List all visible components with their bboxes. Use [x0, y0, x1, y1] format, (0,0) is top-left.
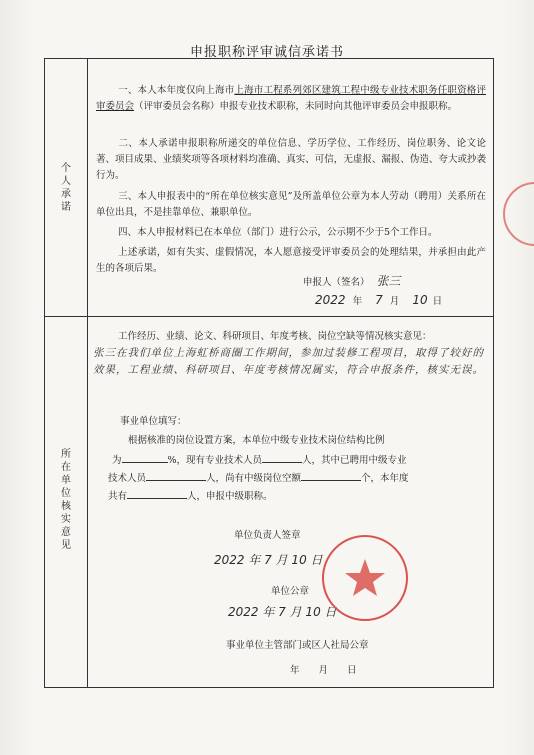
seal-star-icon [324, 537, 406, 619]
signer-label: 申报人（签名） [303, 277, 370, 288]
unit-seal-date: 2022 年 7 月 10 日 [228, 605, 337, 619]
fill-line-3: 技术人员 人，尚有中级岗位空额 个，本年度 [108, 469, 488, 487]
fill-line-2: 为 %，现有专业技术人员 人，其中已聘用中级专业 [112, 451, 492, 469]
label-column [44, 58, 88, 688]
pledge-item-4: 四、本人申报材料已在本单位（部门）进行公示，公示期不少于5个工作日。 [118, 227, 438, 238]
company-seal-stamp [322, 535, 408, 621]
signer-row [303, 272, 401, 289]
pledge-item-2: 二、本人承诺申报职称所递交的单位信息、学历学位、工作经历、岗位职务、论文论著、项目成果、业绩奖项等各项材料均准确、真实、可信，无虚报、漏报、伪造、夸大或抄袭行为。 [96, 138, 486, 181]
vacancy-blank[interactable] [301, 469, 361, 481]
staff-count-blank[interactable] [262, 451, 302, 463]
pledge-item-1: 一、本人本年度仅向上海市上海市工程系列郊区建筑工程中级专业技术职务任职资格评审委员会（评审委员会名称）申报专业技术职称，未同时向其他评审委员会申报职称。 [96, 85, 486, 112]
page-title: 申报职称评审诚信承诺书 [189, 45, 344, 60]
head-sign-label: 单位负责人签章 [234, 530, 301, 541]
applicant-count-blank[interactable] [127, 487, 187, 499]
dept-seal-date: 年 月 日 [290, 665, 357, 676]
verify-section-label: 所在单位核实意见 [61, 449, 71, 551]
head-sign-date: 2022 年 7 月 10 日 [214, 553, 323, 567]
fill-line-4: 共有 人，申报中级职称。 [108, 487, 488, 505]
pledge-section-label: 个人承诺 [61, 163, 71, 213]
fill-label: 事业单位填写： [120, 416, 187, 427]
pledge-date: 2022 年 7 月 10 日 [315, 293, 443, 307]
dept-seal-label: 事业单位主管部门或区人社局公章 [226, 640, 369, 651]
verify-handwritten-opinion: 张三在我们单位上海虹桥商圈工作期间，参加过装修工程项目，取得了较好的效果，工程业绩、科研项目、年度考核情况属实，符合申报条件，核实无误。 [93, 347, 484, 376]
fill-line-1: 根据核准的岗位设置方案，本单位中级专业技术岗位结构比例 [128, 435, 385, 446]
unit-seal-label: 单位公章 [271, 586, 310, 597]
verify-intro: 工作经历、业绩、论文、科研项目、年度考核、岗位空缺等情况核实意见： [118, 331, 432, 342]
committee-name: 上海市工程系列郊区建筑工程中级专业技术职务任职资格评审委员会 [96, 85, 486, 112]
mid-staff-blank[interactable] [146, 469, 206, 481]
ratio-blank[interactable] [122, 451, 168, 463]
pledge-item-5: 上述承诺，如有失实、虚假情况，本人愿意接受评审委员会的处理结果，并承担由此产生的各项后果。 [96, 247, 486, 274]
section-divider [44, 316, 494, 317]
signer-signature: 张三 [376, 274, 401, 288]
pledge-item-3: 三、本人申报表中的“所在单位核实意见”及所盖单位公章为本人劳动（聘用）关系所在单位出具，不是挂靠单位、兼职单位。 [96, 191, 486, 218]
